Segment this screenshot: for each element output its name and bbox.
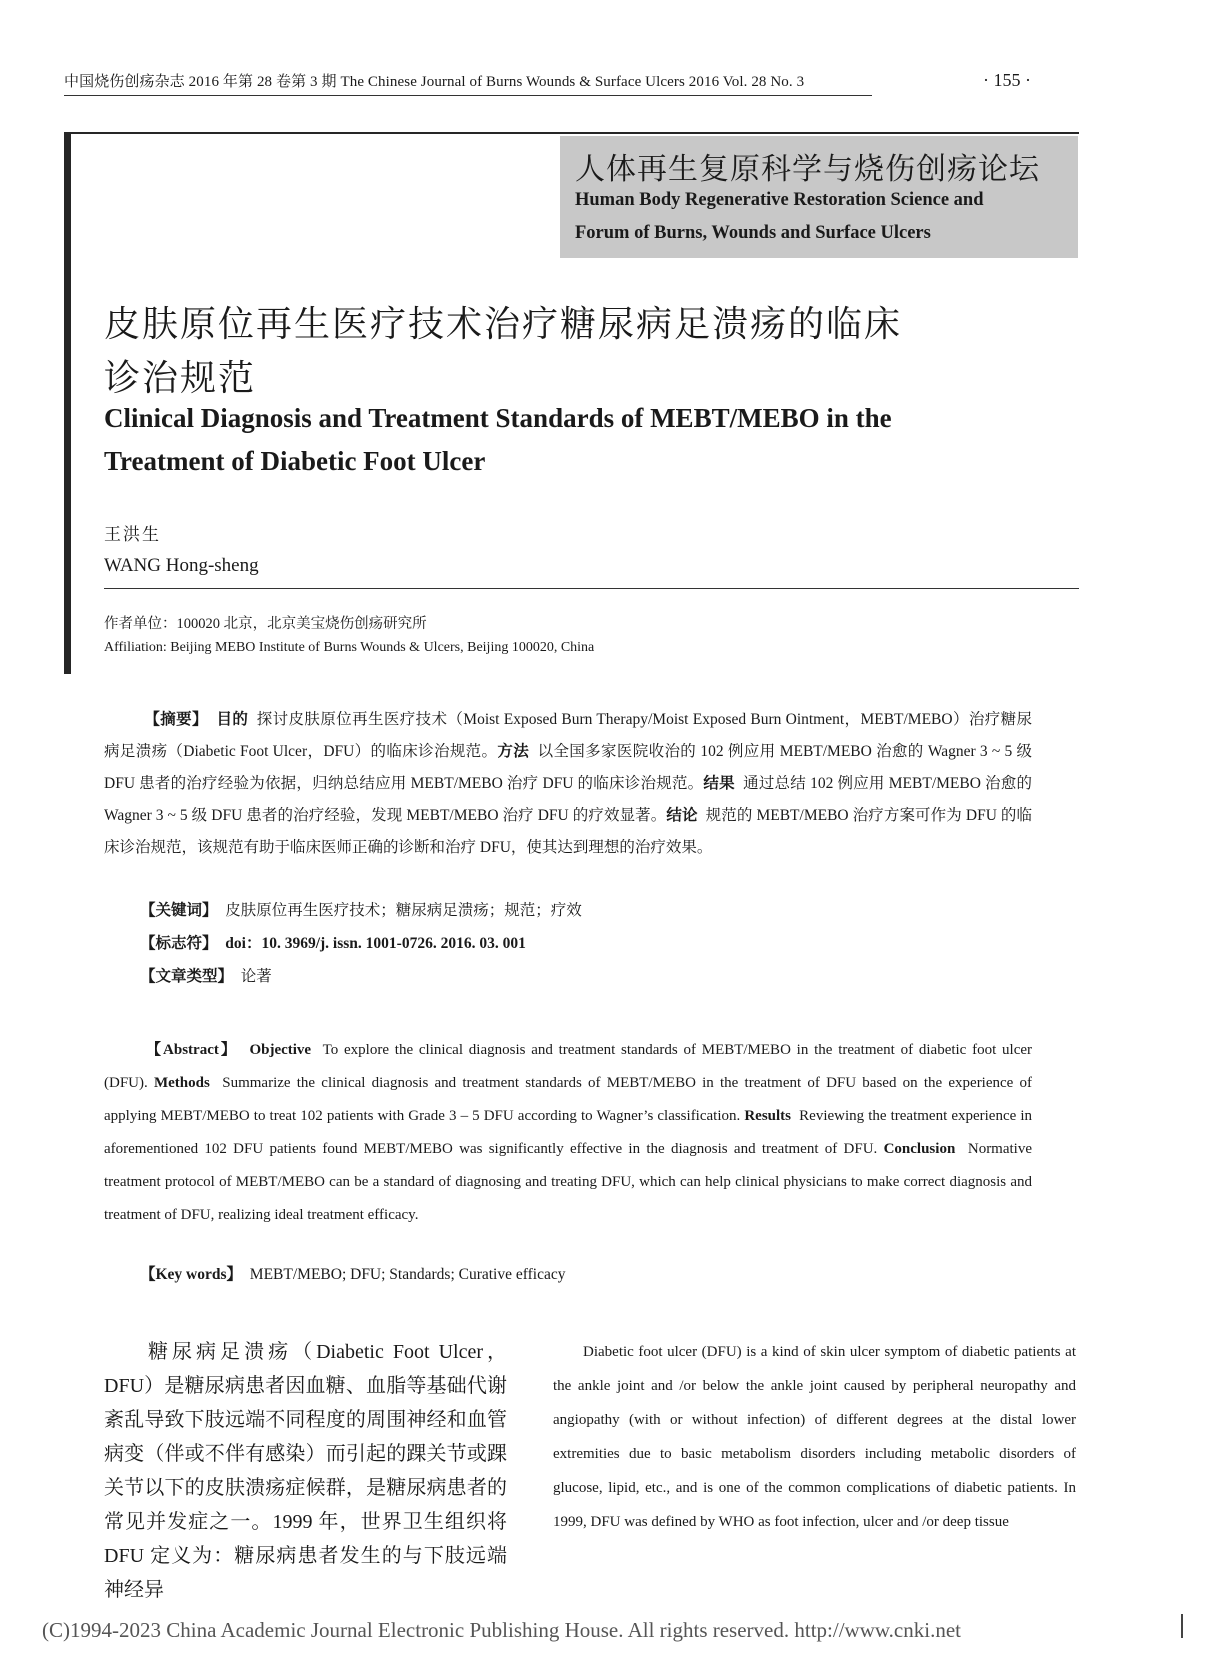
title-cn-line2: 诊治规范 xyxy=(104,358,257,398)
en-keywords xyxy=(140,1262,566,1284)
affiliation-en: Affiliation: Beijing MEBO Institute of Burns Wounds & Ulcers, Beijing 100020, China xyxy=(104,640,595,655)
cn-type-label: 【文章类型】 xyxy=(140,968,234,985)
cn-article-type xyxy=(140,964,272,986)
en-results-text: Reviewing the treatment experience in aforementioned 102 DFU patients found MEBT/MEBO was significantly effective in the diagnosis and treatment of DFU. xyxy=(104,1108,1033,1157)
affiliation-cn: 作者单位：100020 北京，北京美宝烧伤创疡研究所 xyxy=(104,616,427,632)
title-cn-line1: 皮肤原位再生医疗技术治疗糖尿病足溃疡的临床 xyxy=(104,304,903,344)
body-cn-column xyxy=(104,1335,507,1607)
header-rule xyxy=(64,95,872,96)
section-top-rule xyxy=(64,132,1079,134)
en-keywords-label: 【Key words】 xyxy=(140,1266,243,1283)
copyright-footer: (C)1994-2023 China Academic Journal Electronic Publishing House. All rights reserved. http://www.cnki.net xyxy=(42,1618,961,1642)
en-abstract xyxy=(104,1034,1032,1232)
page-number: · 155 · xyxy=(983,70,1031,90)
title-en-line2: Treatment of Diabetic Foot Ulcer xyxy=(104,446,486,476)
footer-bar xyxy=(1181,1614,1183,1638)
body-en-column xyxy=(553,1335,1076,1539)
en-methods-label: Methods xyxy=(153,1075,210,1091)
body-cn-paragraph: 糖尿病足溃疡（Diabetic Foot Ulcer，DFU）是糖尿病患者因血糖、血脂等基础代谢紊乱导致下肢远端不同程度的周围神经和血管病变（伴或不伴有感染）而引起的踝关节或踝关节以下的皮肤溃疡症候群，是糖尿病患者的常见并发症之一。1999 年，世界卫生组织将 DFU 定义为：糖尿病患者发生的与下肢远端神经异 xyxy=(104,1341,507,1601)
en-abstract-label: 【Abstract】 xyxy=(144,1042,238,1058)
title-en-line1: Clinical Diagnosis and Treatment Standards of MEBT/MEBO in the xyxy=(104,403,892,433)
running-header: 中国烧伤创疡杂志 2016 年第 28 卷第 3 期 The Chinese Journal of Burns Wounds & Surface Ulcers 2016 Vol. 28 No. 3 xyxy=(64,74,805,90)
cn-objective-text: 探讨皮肤原位再生医疗技术（Moist Exposed Burn Therapy/Moist Exposed Burn Ointment，MEBT/MEBO）治疗糖尿病足溃疡（Diabetic Foot Ulcer，DFU）的临床诊治规范。 xyxy=(104,711,1033,760)
cn-objective-label: 目的 xyxy=(216,711,249,728)
author-rule xyxy=(104,588,1079,589)
cn-results-text: 通过总结 102 例应用 MEBT/MEBO 治愈的 Wagner 3 ~ 5 级 DFU 患者的治疗经验，发现 MEBT/MEBO 治疗 DFU 的疗效显著。 xyxy=(104,775,1032,824)
en-objective-label: Objective xyxy=(249,1042,312,1058)
en-methods-text: Summarize the clinical diagnosis and treatment standards of MEBT/MEBO in the treatment of DFU based on the experience of applying MEBT/MEBO to treat 102 patients with Grade 3 – 5 DFU according to Wagner’s classification. xyxy=(104,1075,1033,1124)
forum-banner-en-line2: Forum of Burns, Wounds and Surface Ulcers xyxy=(575,223,931,243)
author-name-en: WANG Hong-sheng xyxy=(104,555,259,576)
cn-methods-label: 方法 xyxy=(497,743,530,760)
cn-keywords xyxy=(140,898,582,920)
cn-doi-label: 【标志符】 xyxy=(140,935,218,952)
cn-results-label: 结果 xyxy=(703,775,735,792)
cn-conclusion-label: 结论 xyxy=(666,807,698,824)
en-results-label: Results xyxy=(744,1108,792,1124)
cn-doi xyxy=(140,931,526,953)
cn-abstract-label: 【摘要】 xyxy=(144,711,208,728)
cn-methods-text: 以全国多家医院收治的 102 例应用 MEBT/MEBO 治愈的 Wagner 3 ~ 5 级 DFU 患者的治疗经验为依据，归纳总结应用 MEBT/MEBO 治疗 DFU 的临床诊治规范。 xyxy=(104,743,1032,792)
en-keywords-text: MEBT/MEBO; DFU; Standards; Curative efficacy xyxy=(249,1266,566,1283)
en-conclusion-text: Normative treatment protocol of MEBT/MEBO can be a standard of diagnosing and treating DFU, which can help clinical physicians to make correct diagnosis and treatment of DFU, realizing ideal treatment efficacy. xyxy=(104,1141,1033,1223)
cn-keywords-text: 皮肤原位再生医疗技术；糖尿病足溃疡；规范；疗效 xyxy=(225,902,582,919)
cn-conclusion-text: 规范的 MEBT/MEBO 治疗方案可作为 DFU 的临床诊治规范，该规范有助于临床医师正确的诊断和治疗 DFU，使其达到理想的治疗效果。 xyxy=(104,807,1033,856)
cn-keywords-label: 【关键词】 xyxy=(140,902,218,919)
section-left-bar xyxy=(64,132,71,674)
author-name-cn: 王洪生 xyxy=(104,525,161,544)
en-conclusion-label: Conclusion xyxy=(883,1141,956,1157)
forum-banner-cn: 人体再生复原科学与烧伤创疡论坛 xyxy=(575,153,1040,186)
cn-type-text: 论著 xyxy=(240,968,272,985)
body-en-paragraph: Diabetic foot ulcer (DFU) is a kind of skin ulcer symptom of diabetic patients at the ankle joint and /or below the ankle joint caused by peripheral neuropathy and angiopathy (with or without infection) of different degrees at the distal lower extremities due to basic metabolism disorders including metabolic disorders of glucose, lipid, etc., and is one of the common complications of diabetic patients. In 1999, DFU was defined by WHO as foot infection, ulcer and /or deep tissue xyxy=(553,1344,1076,1530)
cn-abstract xyxy=(104,704,1032,864)
en-objective-text: To explore the clinical diagnosis and treatment standards of MEBT/MEBO in the treatment of diabetic foot ulcer (DFU). xyxy=(104,1042,1033,1091)
doi-text: doi：10. 3969/j. issn. 1001-0726. 2016. 03. 001 xyxy=(225,935,526,952)
forum-banner-en-line1: Human Body Regenerative Restoration Science and xyxy=(575,190,984,210)
